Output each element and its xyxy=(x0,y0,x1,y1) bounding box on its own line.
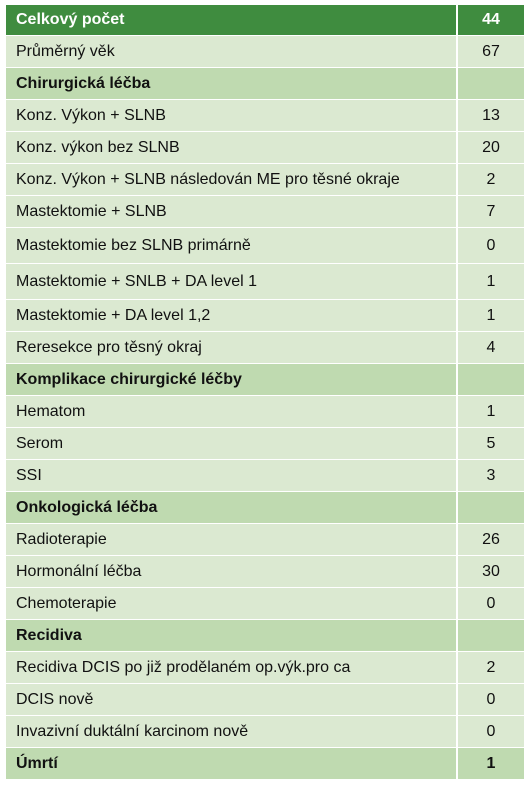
section-header-row xyxy=(6,364,524,396)
table-row xyxy=(6,300,524,332)
row-value xyxy=(457,68,524,100)
row-value: 26 xyxy=(457,524,524,556)
row-label: Konz. Výkon + SLNB xyxy=(6,100,457,132)
row-label: Invazivní duktální karcinom nově xyxy=(6,716,457,748)
row-value: 13 xyxy=(457,100,524,132)
row-label: DCIS nově xyxy=(6,684,457,716)
row-label: Serom xyxy=(6,428,457,460)
row-value: 30 xyxy=(457,556,524,588)
row-label: Chirurgická léčba xyxy=(6,68,457,100)
table-row xyxy=(6,228,524,264)
row-value: 67 xyxy=(457,36,524,68)
section-header-row xyxy=(6,68,524,100)
row-value: 1 xyxy=(457,396,524,428)
table-row xyxy=(6,652,524,684)
table-row xyxy=(6,36,524,68)
row-value: 5 xyxy=(457,428,524,460)
row-value: 1 xyxy=(457,748,524,780)
row-value xyxy=(457,492,524,524)
row-label: Komplikace chirurgické léčby xyxy=(6,364,457,396)
total-row xyxy=(6,748,524,780)
row-value: 2 xyxy=(457,164,524,196)
row-value: 1 xyxy=(457,300,524,332)
row-value: 0 xyxy=(457,588,524,620)
row-label: Mastektomie + SLNB xyxy=(6,196,457,228)
row-label: Hormonální léčba xyxy=(6,556,457,588)
row-label: Konz. Výkon + SLNB následován ME pro těsné okraje xyxy=(6,164,457,196)
row-label: Průměrný věk xyxy=(6,36,457,68)
header-value: 44 xyxy=(457,5,524,36)
row-value: 1 xyxy=(457,264,524,300)
table-row xyxy=(6,524,524,556)
row-value xyxy=(457,364,524,396)
row-value: 7 xyxy=(457,196,524,228)
table-row xyxy=(6,100,524,132)
row-label: SSI xyxy=(6,460,457,492)
row-value: 0 xyxy=(457,684,524,716)
row-label: Úmrtí xyxy=(6,748,457,780)
statistics-table xyxy=(6,5,524,780)
row-value: 0 xyxy=(457,716,524,748)
row-value: 3 xyxy=(457,460,524,492)
row-label: Konz. výkon bez SLNB xyxy=(6,132,457,164)
row-label: Recidiva xyxy=(6,620,457,652)
table-row xyxy=(6,196,524,228)
table-row xyxy=(6,460,524,492)
table-row xyxy=(6,164,524,196)
table-row xyxy=(6,684,524,716)
table-row xyxy=(6,556,524,588)
row-label: Mastektomie + DA level 1,2 xyxy=(6,300,457,332)
row-label: Mastektomie + SNLB + DA level 1 xyxy=(6,264,457,300)
row-value: 20 xyxy=(457,132,524,164)
section-header-row xyxy=(6,620,524,652)
row-value: 0 xyxy=(457,228,524,264)
table-row xyxy=(6,716,524,748)
table-row xyxy=(6,396,524,428)
row-label: Hematom xyxy=(6,396,457,428)
table-header-row xyxy=(6,5,524,36)
row-value xyxy=(457,620,524,652)
table-row xyxy=(6,588,524,620)
table-row xyxy=(6,132,524,164)
row-label: Onkologická léčba xyxy=(6,492,457,524)
table-row xyxy=(6,428,524,460)
row-label: Radioterapie xyxy=(6,524,457,556)
table-row xyxy=(6,332,524,364)
row-label: Recidiva DCIS po již prodělaném op.výk.pro ca xyxy=(6,652,457,684)
row-label: Chemoterapie xyxy=(6,588,457,620)
row-value: 4 xyxy=(457,332,524,364)
data-table-container xyxy=(6,5,524,780)
row-label: Reresekce pro těsný okraj xyxy=(6,332,457,364)
row-value: 2 xyxy=(457,652,524,684)
row-label: Mastektomie bez SLNB primárně xyxy=(6,228,457,264)
section-header-row xyxy=(6,492,524,524)
table-row xyxy=(6,264,524,300)
header-label: Celkový počet xyxy=(6,5,457,36)
